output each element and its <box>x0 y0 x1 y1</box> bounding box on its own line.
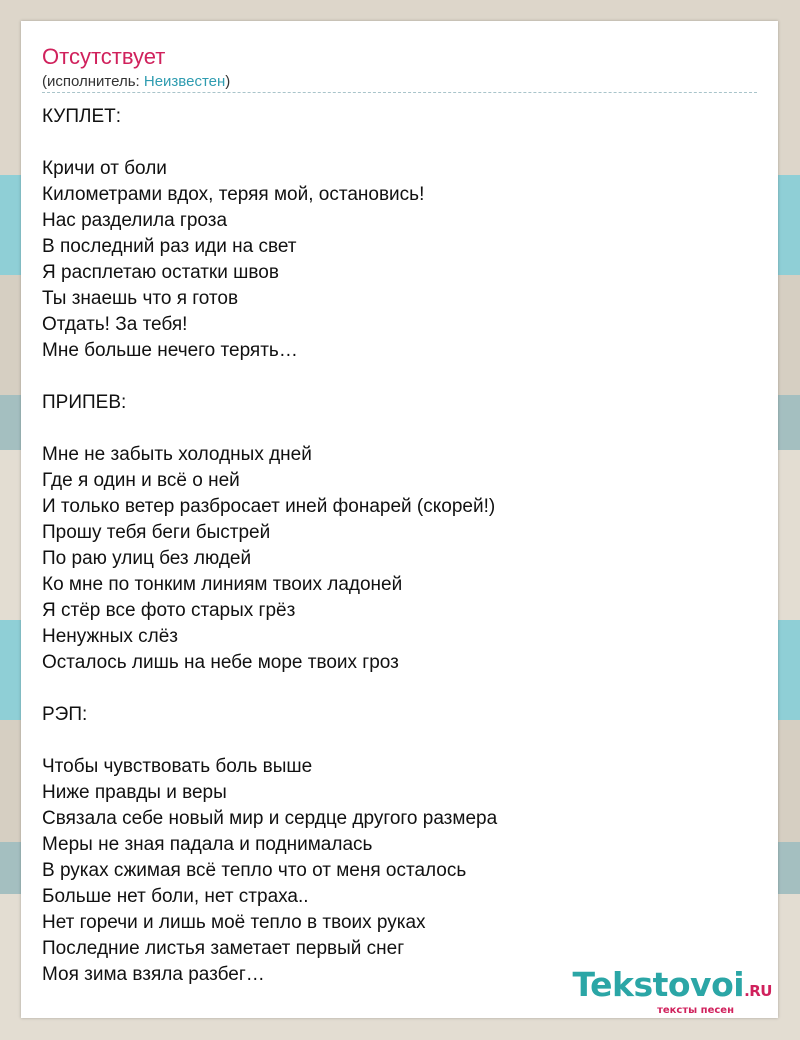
lyric-line: И только ветер разбросает иней фонарей (скорей!) <box>42 496 496 517</box>
lyric-line: Нас разделила гроза <box>42 210 228 231</box>
lyric-line <box>42 728 757 754</box>
lyric-line <box>42 364 757 390</box>
logo-tld: .RU <box>744 982 772 1000</box>
lyric-line: Я стёр все фото старых грёз <box>42 600 296 621</box>
lyric-line: Последние листья заметает первый снег <box>42 938 405 959</box>
lyric-line <box>42 676 757 702</box>
lyric-line <box>42 416 757 442</box>
lyric-line: РЭП: <box>42 704 88 725</box>
song-title: Отсутствует <box>42 44 166 69</box>
artist-prefix: (исполнитель: <box>42 73 144 90</box>
lyric-line: Ненужных слёз <box>42 626 178 647</box>
divider <box>42 92 757 93</box>
lyric-line: Я расплетаю остатки швов <box>42 262 279 283</box>
artist-link[interactable]: Неизвестен <box>143 73 226 90</box>
artist-suffix: ) <box>225 73 231 90</box>
lyric-line: Прошу тебя беги быстрей <box>42 522 271 543</box>
lyric-line: Осталось лишь на небе море твоих гроз <box>42 652 399 673</box>
lyric-line <box>42 130 757 156</box>
lyric-line: Моя зима взяла разбег… <box>42 964 265 985</box>
lyric-line: Кричи от боли <box>42 158 167 179</box>
lyric-line: В руках сжимая всё тепло что от меня осталось <box>42 860 467 881</box>
lyric-line: Мне не забыть холодных дней <box>42 444 312 465</box>
lyric-line: По раю улиц без людей <box>42 548 252 569</box>
lyric-line: ПРИПЕВ: <box>42 392 127 413</box>
site-logo[interactable] <box>573 967 772 1016</box>
lyrics-card <box>21 21 778 1018</box>
lyric-line: Связала себе новый мир и сердце другого размера <box>42 808 498 829</box>
logo-tagline: тексты песен <box>657 1005 734 1016</box>
lyric-line: Ты знаешь что я готов <box>42 288 239 309</box>
lyric-line: Нет горечи и лишь моё тепло в твоих руках <box>42 912 426 933</box>
lyric-line: В последний раз иди на свет <box>42 236 297 257</box>
lyric-line: Меры не зная падала и поднималась <box>42 834 373 855</box>
lyric-line: Мне больше нечего терять… <box>42 340 298 361</box>
lyric-line: Чтобы чувствовать боль выше <box>42 756 313 777</box>
lyric-line: Ко мне по тонким линиям твоих ладоней <box>42 574 403 595</box>
lyric-line: КУПЛЕТ: <box>42 106 122 127</box>
lyrics-text <box>42 104 757 988</box>
logo-name: Tekstovoi <box>572 965 745 1004</box>
lyric-line: Километрами вдох, теряя мой, остановись! <box>42 184 425 205</box>
lyric-line: Отдать! За тебя! <box>42 314 188 335</box>
lyric-line: Больше нет боли, нет страха.. <box>42 886 309 907</box>
artist-line <box>42 72 230 92</box>
lyric-line: Ниже правды и веры <box>42 782 227 803</box>
lyric-line: Где я один и всё о ней <box>42 470 240 491</box>
